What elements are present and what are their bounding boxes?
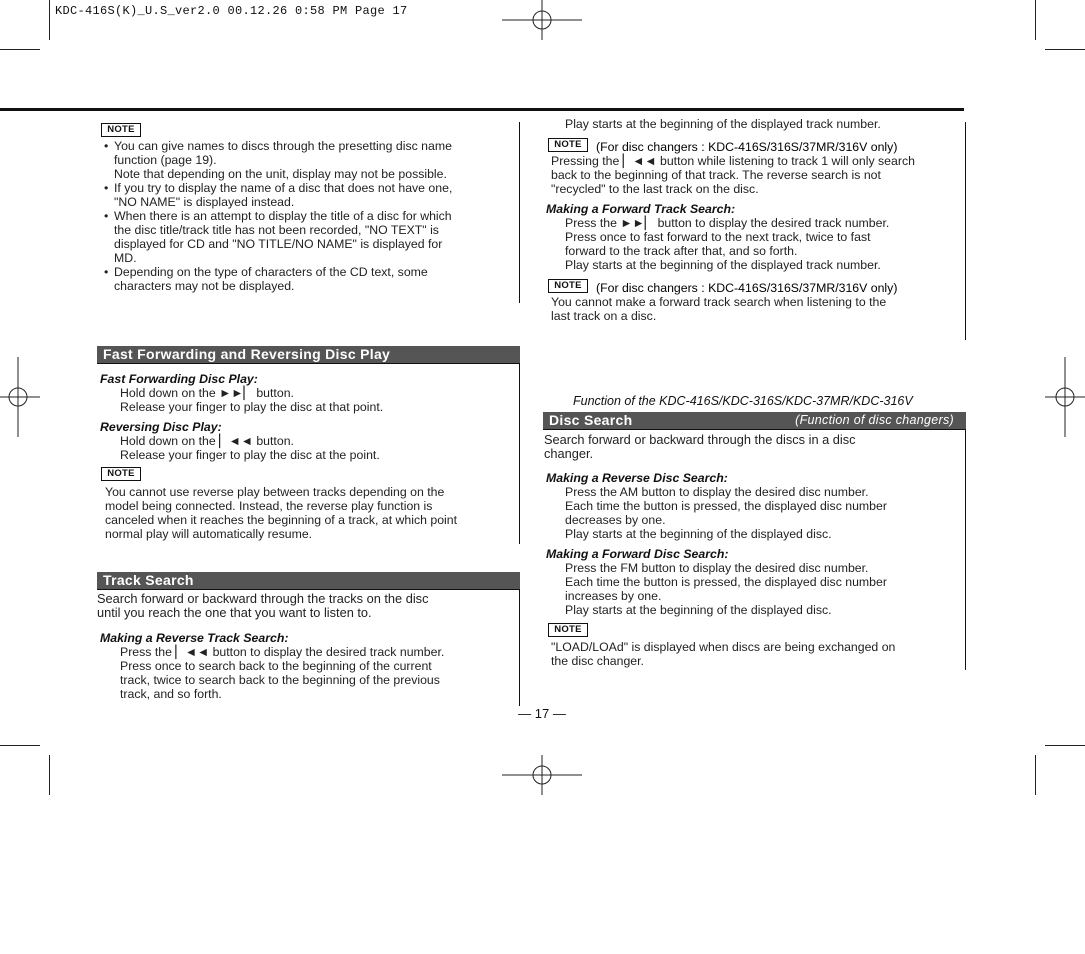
divider-mid-left xyxy=(519,364,520,544)
section-title-disc-search xyxy=(543,412,966,429)
text-line: Press the ▏◄◄ button to display the desired track number. xyxy=(120,645,445,659)
text-line: Each time the button is pressed, the displayed disc number xyxy=(565,499,887,513)
note-bullets xyxy=(100,139,452,293)
note-text xyxy=(551,295,886,323)
bullet-item: • When there is an attempt to display the title of a disc for which xyxy=(100,209,452,223)
text-line: Hold down on the ►►▏ button. xyxy=(120,386,294,400)
text-line: decreases by one. xyxy=(565,513,666,527)
text-line: canceled when it reaches the beginning of a track, at which point xyxy=(105,513,458,527)
note-label: NOTE xyxy=(548,623,588,637)
section-rule xyxy=(97,589,520,590)
text-line: changer. xyxy=(544,446,594,461)
print-slug: KDC-416S(K)_U.S_ver2.0 00.12.26 0:58 PM Page 17 xyxy=(55,4,408,18)
note-heading: (For disc changers : KDC-416S/316S/37MR/316V only) xyxy=(596,140,898,154)
text-line: Press the ►►▏ button to display the desired track number. xyxy=(565,216,890,230)
page-number: — 17 — xyxy=(518,706,566,721)
subheading-forward-disc-search: Making a Forward Disc Search: xyxy=(546,547,729,561)
bullet-item: • If you try to display the name of a disc that does not have one, xyxy=(100,181,452,195)
bullet-line: characters may not be displayed. xyxy=(114,279,295,293)
subheading-ff-disc-play: Fast Forwarding Disc Play: xyxy=(100,372,258,386)
text-line: Release your finger to play the disc at the point. xyxy=(120,448,380,462)
disc-search-title-note: (Function of disc changers) xyxy=(795,413,954,427)
bullet-line: displayed for CD and "NO TITLE/NO NAME" is displayed for xyxy=(114,237,443,251)
divider-top-right xyxy=(965,122,966,340)
text-line: "LOAD/LOAd" is displayed when discs are being exchanged on xyxy=(551,640,896,654)
section-title-track-search: Track Search xyxy=(97,572,520,589)
text-line: Press once to fast forward to the next track, twice to fast xyxy=(565,230,871,244)
text-line: Press the FM button to display the desired disc number. xyxy=(565,561,869,575)
bullet-line: Note that depending on the unit, display may not be possible. xyxy=(114,167,447,181)
text-line: Each time the button is pressed, the displayed disc number xyxy=(565,575,887,589)
disc-note-text xyxy=(551,640,895,668)
track-search-intro xyxy=(97,592,428,620)
ff-note-text xyxy=(105,485,457,541)
divider-bottom-left xyxy=(519,590,520,706)
bullet-item: • Depending on the type of characters of the CD text, some xyxy=(100,265,452,279)
text-line: the disc changer. xyxy=(551,654,644,668)
text-line: Release your finger to play the disc at that point. xyxy=(120,400,384,414)
divider-top-left xyxy=(519,122,520,303)
bullet-item: • You can give names to discs through the presetting disc name xyxy=(100,139,452,153)
text-line: track, twice to search back to the beginning of the previous xyxy=(120,673,440,687)
text-line: You cannot make a forward track search when listening to the xyxy=(551,295,887,309)
function-caption: Function of the KDC-416S/KDC-316S/KDC-37MR/KDC-316V xyxy=(573,394,913,408)
disc-search-title: Disc Search xyxy=(549,412,633,428)
forward-track-instructions xyxy=(545,216,889,272)
reverse-track-instructions xyxy=(100,645,444,701)
text-line: Press the AM button to display the desired disc number. xyxy=(565,485,869,499)
subheading-forward-track-search: Making a Forward Track Search: xyxy=(546,202,736,216)
note-label: NOTE xyxy=(101,467,141,481)
text-line: normal play will automatically resume. xyxy=(105,527,313,541)
disc-search-intro xyxy=(544,433,856,461)
forward-disc-instructions xyxy=(545,561,887,617)
bullet-line: "NO NAME" is displayed instead. xyxy=(114,195,295,209)
note-label: NOTE xyxy=(101,123,141,137)
text-line: Play starts at the beginning of the displayed track number. xyxy=(565,117,881,131)
reverse-disc-instructions xyxy=(545,485,887,541)
note-heading: (For disc changers : KDC-416S/316S/37MR/316V only) xyxy=(596,281,898,295)
text-line: model being connected. Instead, the reverse play function is xyxy=(105,499,433,513)
note-label: NOTE xyxy=(548,279,588,293)
note-text xyxy=(551,154,915,196)
subheading-reversing-disc-play: Reversing Disc Play: xyxy=(100,420,222,434)
text-line: "recycled" to the last track on the disc. xyxy=(551,182,759,196)
text-line: Play starts at the beginning of the displayed disc. xyxy=(565,603,832,617)
text-line: increases by one. xyxy=(565,589,662,603)
text-line: Play starts at the beginning of the displayed disc. xyxy=(565,527,832,541)
subheading-reverse-track-search: Making a Reverse Track Search: xyxy=(100,631,289,645)
section-rule xyxy=(97,363,520,364)
rev-instructions xyxy=(100,434,380,462)
bullet-line: the disc title/track title has not been recorded, "NO TEXT" is xyxy=(114,223,439,237)
text-line: Search forward or backward through the discs in a disc xyxy=(544,432,856,447)
text-line: back to the beginning of that track. The reverse search is not xyxy=(551,168,881,182)
top-rule xyxy=(0,108,964,111)
bullet-line: function (page 19). xyxy=(114,153,217,167)
text-line: Play starts at the beginning of the displayed track number. xyxy=(565,258,881,272)
text-line: forward to the track after that, and so forth. xyxy=(565,244,798,258)
text-line: track, and so forth. xyxy=(120,687,222,701)
section-rule xyxy=(543,429,966,430)
note-label: NOTE xyxy=(548,138,588,152)
text-line: Hold down on the ▏◄◄ button. xyxy=(120,434,294,448)
text-line: Press once to search back to the beginning of the current xyxy=(120,659,432,673)
text-line: You cannot use reverse play between tracks depending on the xyxy=(105,485,445,499)
bullet-line: MD. xyxy=(114,251,137,265)
subheading-reverse-disc-search: Making a Reverse Disc Search: xyxy=(546,471,728,485)
text-line: until you reach the one that you want to listen to. xyxy=(97,605,372,620)
section-title-fast-forward: Fast Forwarding and Reversing Disc Play xyxy=(97,346,520,363)
ff-instructions xyxy=(100,386,383,414)
text-line: Pressing the ▏◄◄ button while listening to track 1 will only search xyxy=(551,154,915,168)
text-line: last track on a disc. xyxy=(551,309,657,323)
text-line: Search forward or backward through the tracks on the disc xyxy=(97,591,429,606)
divider-bottom-right xyxy=(965,430,966,670)
